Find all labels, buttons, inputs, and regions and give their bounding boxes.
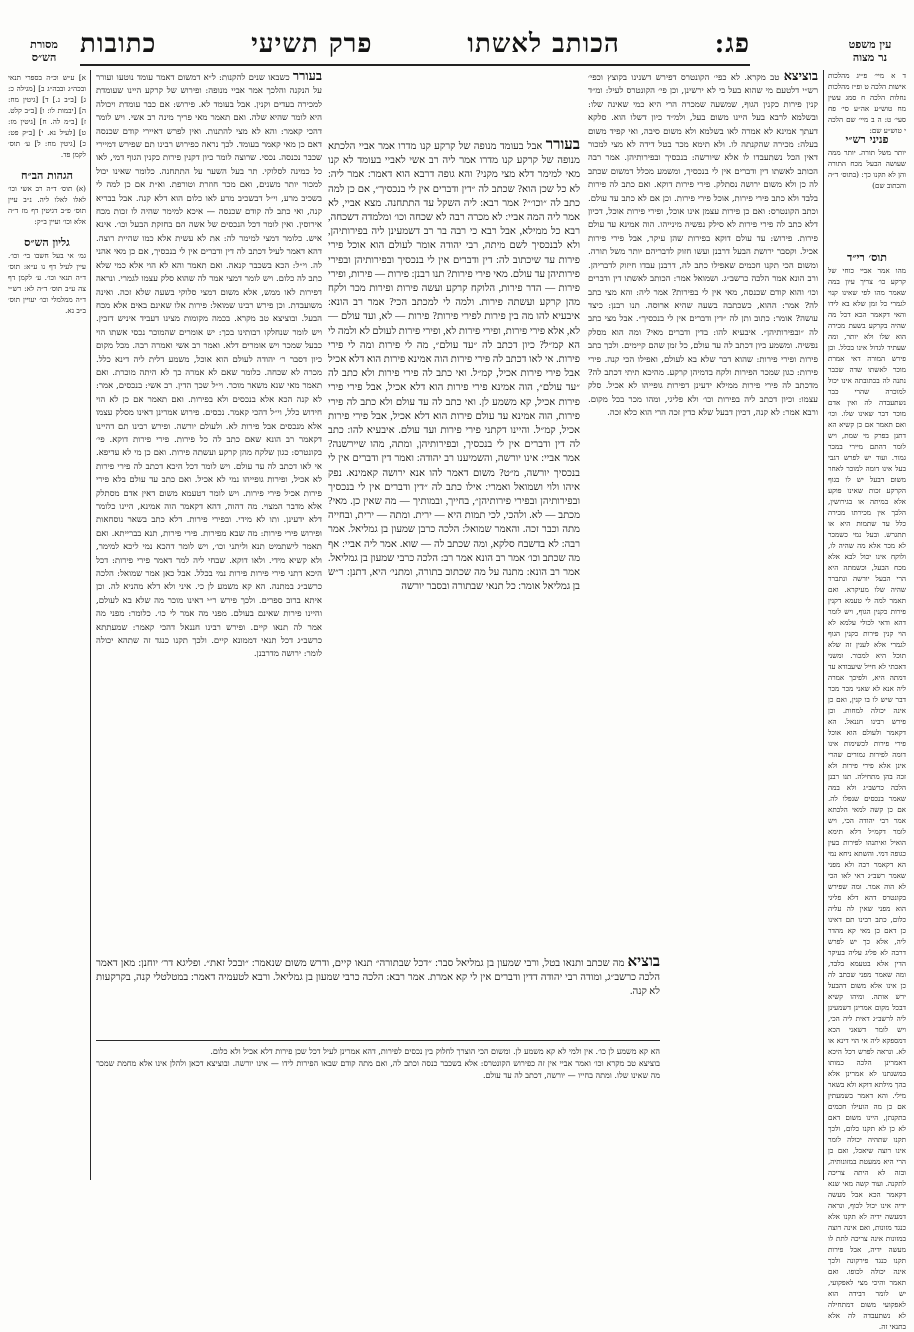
- chapter-title: פרק תשיעי: [251, 29, 373, 59]
- peninei-rashi-block: [828, 132, 906, 244]
- ein-mishpat-column: [828, 70, 906, 135]
- rashi-column: [588, 70, 818, 950]
- footer-divider: [96, 1040, 660, 1041]
- gemara-column: [328, 138, 580, 950]
- gemara-bottom-text: מה שכתב ותנאו בטל, ורבי שמעון בן גמליאל סבר: ״דכל שבתורה״ תנאו קיים, ודרש משום שנאמר: ״ובכל זאת״. ופליגא דר׳ יוחנן: מאן דאמר הלכה כרשב״ג, ומודה רבי יהודה דדין ודברים אין לי קא אמרת. אמר רבא: הלכה כרבי שמעון בן גמליאל. ורבא לטעמיה דאמר: במטלטלי קנה, בקרקעות לא קנה.: [96, 958, 660, 998]
- tosafot-rid-column: [828, 250, 906, 1331]
- ein-mishpat-text: ד א מיי׳ פ״יג מהלכות אישות הלכה ט ופ״ז מהלכות נחלות הלכה ח סמג עשין מח טוש״ע אה״ע סי׳ פח סעי׳ ט: ה ב מיי׳ שם הלכה י טוש״ע שם:: [828, 71, 906, 135]
- footer-column: [96, 1046, 660, 1182]
- section-title: כתובות: [80, 29, 157, 59]
- left-margin-divider: [90, 70, 91, 1180]
- gemara-bottom-column: [96, 955, 660, 1035]
- rashi-text: טב מקרא. לא כפי׳ הקונטרס דפירש דשנינו בקוצץ וכפי׳ רש״י דלטעם מי שהוא בעל כי לא ירשינן, וכן פי׳ הקונטרס לעיל: ומ״ד קנין פירות כקנין הגוף, שמשעה שמכרה הרי היא כמי שאינה שלו: ובשלמא לרבא בעל היינו משום בעל, ולמ״ד כיון דשלו הוא. סלקא דעתך אמינא לא אמרה לאו בשלמא ולא משום סיבה, ואי קפיד משום בעלה: מכירה שהקנתה לו. ולא תימא מכר בטל דידה לא מצי למכור דאין הכל נשתעבדו לו אלא שיורשה: בנכסיך ובפירותיהן. אמר רבה הכותב לאשתו דין ודברים אין לי בנכסיך, ומשמע מכלל דמשום שכתב לה כן ולא משום ירושה נסתלק. פירי פירות דוקא. ואם כתב לה פירות בלבד ולא כתב פירי פירות, אוכל פירי פירות. וכן אם לא כתב עד עולם. וכתב הקונטרס: ואם כן פירות עצמן אינו אוכל, ופירי פירות אוכל, דכיון דלא כתב לה פירי פירות לא סילק נפשיה מינייהו. הוה אמינא עד עולם פירות. פירוש: עד עולם דוקא בפירות שהן עיקר, אבל פירי פירות אכיל. וקסבר ירושת הבעל דרבנן ועשו חזוק לדבריהם יותר משל תורה. ומשום הכי תקנו חכמים שאפילו כתב לה, דרבנן עבדו חיזוק לדבריהן. ורב הונא אמר הלכה כרשב״ג. ושמואל אמר: הכותב לאשתו דין ודברים וכו׳ והוא קודם שכנסה, מאי אין לי בפירות? אמר ליה: והא מצי כתב לה? אמר: ההוא, כשכתבה בשעה שהיא ארוסה. תנו רבנן: כיצד עושה? אומר: כתוב ותן לה ״דין ודברים אין לי בנכסיך״. אבל מצי כתב לה ״ובפירותיהן״. איבעיא להו: בדין ודברים מאי? ומה הוא מסלק נפשיה. ומשמע כיון דכתב לה עד עולם, כל זמן שהם קיימים. ולכך כתב פירות ופירי פירות: שהוא דבר שלא בא לעולם, ואפילו הכי קנה. פירי פירות: כגון שמכר הפירות ולקח בדמיהן קרקע. מהיכא תיתי דכתב לה? מדכתב לה פירי פירות ממילא ידעינן דפירות גופייהו לא אכיל. סלק עצמו: וכיון דכתב ליה בפירות וכו׳ ולא פליגי, ומהו מכר בכל מקום. ורבא אמר: לא קנה, דכיון דבעל שלא כדין זכה הרי הוא כלא זכה.: [588, 73, 818, 419]
- folio-number: פג:: [714, 29, 750, 59]
- mesoret-hashas-text: א] ע״ש וכ״ה בספרי תנאי ובכה״ג ובבה״ג ב] [מגילה כ: ג] [ב״ב נ.] ד] [גיטין מח: ה] [יבמות לו: ו] [ב״ב קלט. ז] [ב״מ לה. ח] [גיטין מז: ט] [לעיל נא. י] [ב״ק פט: כ] [גיטין מח: ל] ע׳ תוס׳ לקמן פד.: [8, 73, 86, 159]
- gilyon-hashas-title: גליון הש״ס: [24, 236, 70, 249]
- footer-text-1: הא קא משמע לן כו׳. אין ולמי לא קא משמע לן. ומשום הכי הוצרך לחלוק בין נכסים לפירות, דהא אמרינן לעיל דכל שכן פירות דלא אכיל ולא כלום.: [210, 1047, 660, 1056]
- hagahot-habach-text: (א) תוס׳ ד״ה רב אשי וכו׳ לאלו לאלו ליה. נ״ב עיין תוס׳ פ״ב דגיטין דף מז ד״ה אלא וכו׳ ועיין ב״ק:: [8, 184, 86, 226]
- mesoret-hashas-title: מסורת הש״ס: [30, 38, 58, 65]
- tosafot-column: [96, 70, 322, 950]
- gemara-bottom-lead: בוציא: [627, 954, 661, 970]
- right-margin-divider: [823, 70, 824, 1180]
- rashi-lead-word: בוציצא: [783, 69, 819, 84]
- tosafot-text: כשבאו שנים להקנות: ל״א דמשום דאמר עומד נוטעו ועורר על הנקנה והלכך אמר אביי מנופה: ופירוש של קרקע היינו שעומדת למכירה בעדים וקנין. אבל בעומד לא. פירוש: אם כבר עומדת ויכולה היא לומר שהיא שלה. ואם תאמר מאי פריך מינה רב אשי. ויש לומר דהכי קאמר: והא לא מצי להתנות. ואין לפרש דאיירי קודם שכנסה דאם כן מאי קאמר בעומד. לכך נראה כפירוש רבינו תם שפירש דמיירי שכבר נכנסה. נכסי. שרוצה לומר כיון דקנין פירות כקנין הגוף דמי, לאו כל כמינה לסלוקי. תר בעל השער על התתחנה. כלומר שאינו יכול למכור יותר משנים, ואם מכר חוזרת וטורפת. וא״ת אם כן למה לי בשכיב מרע, וי״ל דבשכיב מרע לאו כלום הוא דלא קנה. אבל בבריא קנה, ואי כתב לה קודם שכנסה — איכא למימר שהיה לו זכות מכח אירוסין. ואין לומר דכל הנכסים של אשה הם בחזקת הבעל וכו׳. אינא איש. כלומר דמצי למימר לה: את לא עשית אלא כמו שהיית רוצה. דהא דאמר לעיל דכתב לה דין ודברים אין לי בנכסיך, אם כן מאי אהני לה. וי״ל: הכא בשכבר קנאה. ואם תאמר והא לא הוי אלא כמי שלא כתב לה כלום. ויש לומר דמצי אמר לה שהוא סלק עצמו לגמרי. ונראה דפירות לאו ממש, אלא משום דמצי סלוקי בשעה שלא זכה. ואינה משועבדת. וכן פירש רבינו שמואל: פירות אלו שאינם באים אלא מכח הבעל. ובוציצא טב מקרא. בכמה מקומות מצינו דעביד איניש דזבין. ויש לומר שנחלקו רבותינו בכך: יש אומרים שהמוכר נכסי אשתו הוי כבעל שמכר ויש אומרים דלא. ואמר רב אשי ואמרה רבה. מכל מקום כיון דסבר ר׳ יהודה לעולם הוא אוכל, משמע דלית ליה דינא כלל. מכרה לא שכחה. כלומר שאם לא אמרה כך לא היתה מוכרת. ואם תאמר מאי שנא משאר מוכר. וי״ל שכך הדין. רב אשי: בנכסים, אמר: לא קנה הכא אלא בנכסים ולא בפירות. ואם תאמר אם כן לא הוי חידוש כלל, וי״ל דהכי קאמר. נכסים. פירוש אמרינן דאינו מסלק עצמו אלא מנכסים אבל פירות לא. ולעולם יורשה. ופירש רבינו תם דהיינו דקאמר רב הונא שאם כתב לה כל פירות. פירי פירות דוקא. פי׳ בקונטרס: כגון שלקח מהן קרקע ועשתה פירות. ואם כן מי לא עדיפא. אי לאו דכתב לה עד עולם. ויש לומר דכל היכא דכתב לה פירי פירות לא אכיל, ופירות גופייהו נמי לא אכיל. ואם כתב עד עולם בלא פירי פירות אכיל פירי פירות. ויש לומר דטעמא משום דאין אדם מסתלק אלא מדבר המצוי. מה דהוה, דהא דקאמר הוה אמינא, היינו כלומר דלא ידעינן. ותו לא מידי. ובפירי פירות. דלא כתב בשאר נוסחאות ופירוש פירי פירות: מה שבא מפירות. פירי פירות, תנא בברייתא. ואם תאמר לישתמיט תנא וליתני וכו׳, ויש לומר דהכא נמי ליכא למימר, ולא קשיא מידי. ולאו דוקא. שבחי ליה למר דאמר פירי פירות: דכל היכא דתני פירי פירות פירות נמי בכלל. אבל כאן אמר שמואל: הלכה כרשב״ג במתנה. הא קא משמע לן כי. איני ולא דלא מהניא לה. וכן איתא ברוב ספרים. ולכך פירש ר״י דאינו מוכר מה שלא בא לעולם, והיינו פירות שאינם בעולם. מפני מה אמר לי כו׳. כלומר: מפני מה אמר לה תנאו קיים. ופירש רבינו חננאל דהכי קאמר: שמעתתא כרשב״ג דכל תנאי דממונא קיים. ולכך תקנו כנגד זה שתהא יכולה לומר: ירושה מדרבנן.: [96, 73, 322, 660]
- mesoret-hashas-column: [8, 72, 86, 1182]
- peninei-rashi-title: פניני רש״י: [845, 133, 889, 146]
- peninei-rashi-text: יותר משל תורה. יותר ממה שעושה הבעל מכח התורה והן לא תקנו כך: (בתוס׳ ד״ה והכתוב שם): [828, 148, 906, 190]
- gemara-text: אבל בעומד מנופה של קרקע קנו מדרו אמר אביי הלכתא מנופה של קרקע קנו מדרו אמר ליה רב אשי לאביי בעומד לא קנו מאי למימר דלא מצי מקני? והא גופה דרבא הוא דאמר: אמר ליה: לא כל שכן הוא? שכתב לה ״דין ודברים אין לי בנכסיך״, אם כן למה כתב לה ״וכו׳״? אמר רבא: ליה השקל עד התתחנה. מצא אביי, לא אמר ליה המה אביי: לא מכרה רבה לא שכחה וכו׳ ומלמדה דשכחה, רבא כל ממילא, אבל רבא כי רבה בר רב דשמעינן ליה בפירותיהן, ולא לבנכסיך לשם מיתה, רבי יהודה אומר לעולם הוא אוכל פירי פירות עד שיכתוב לה: דין ודברים אין לי בנכסיך ובפירותיהן ובפירי פירותיהן עד עולם. מאי פירי פירות? תנו רבנן: פירות — פירות, ופירי פירות — הדר פירות, הלוקח קרקע ועשה פירות ופירות מכר ולקח מהן קרקע ועשתה פירות. ולמה לי למכתב הכי? אמר רב הונא: איבעיא להו מה בין פירות לפירי פירות? פירות — לא, ועד עולם — לא, אלא פירי פירות, ופירי פירות לא, ופירי פירות לעולם לא ולמה לי הא קמ״ל? כיון דכתב לה ״עד עולם״, מה לי פירות ומה לי פירי פירות. אי לאו דכתב לה פירי פירות הוה אמינא פירות הוא דלא אכיל אבל פירי פירות אכיל, קמ״ל. ואי כתב לה פירי פירות ולא כתב לה ״עד עולם״, הוה אמינא פירי פירות הוא דלא אכיל, אבל פירי פירי פירות אכיל, קא משמע לן. ואי כתב לה עד עולם ולא כתב לה פירי פירות, הוה אמינא עד עולם פירות הוא דלא אכיל, אבל פירי פירות אכיל, קמ״ל. והיינו דקתני פירי פירות ועד עולם. איבעיא להו: כתב לה דין ודברים אין לי בנכסיך, ובפירותיהן, ומתה, מהו שיירשנה? אמר אביי: אינו יורשה, והשמיענו רב יהודה: ואמר דין ודברים אין לי בנכסיך יורשה, מ״ט? משום דאמר להו אנא ירושה קאמינא. נפק איהו ולוי ושמואל ואמרי: אילו כתב לה ״דין ודברים אין לי בנכסיך ובפירותיהן ובפירי פירותיהן״, בחייך, ובמותיך — מה שאין כן. מאי? מכתב — לא. ולהכי, לכי תמות היא — ירית. ומתה — ירית, ובחייה מתה וכבר זכה. והאמר שמואל: הלכה כרבן שמעון בן גמליאל. אמר רבה: לא בדשבח סלקא, ומה שכתב לה — שוא. אמר ליה אביי: אף מה שכתב וכו׳ אמר רב הונא אמר רב: הלכה כרבי שמעון בן גמליאל. אמר רב הונא: מתנה על מה שכתוב בתורה, ומתני׳ היא, דתנן: ר״ש בן גמליאל אומר: כל תנאי שבתורה ובסבר יורשה: [328, 141, 580, 593]
- page-header: [80, 24, 750, 66]
- tosafot-lead-word: בעורר: [292, 69, 323, 84]
- gilyon-hashas-text: גמ׳ אי בעל חשבו בי׳ וכו׳. עיין לעיל דף נו ע״א: תוס׳ ד״ה תנאי וכו׳. ע׳ לקמן דף צה ע״ב תוס׳ ד״ה לא: רש״י ד״ה ממלמלי וכו׳ יעויין תוס׳ ב״ב נא.: [8, 251, 86, 315]
- footer-text-2: בוציצא טב מקרא וכו׳ ואמר אביי אין זה כפירוש הקונטרס: אלא בשכבר כנסה וכתב לה, ואם מתה קודם שבאו הפירות לידו — אינו יורשה. ובוציצא דכאן ולהלן אינו אלא מחמת שמכר מה שאינו שלו. ומתה בחייו — יורשה, דכתב לה עד עולם.: [96, 1059, 660, 1080]
- gemara-lead-word: בעורר: [545, 137, 580, 153]
- tosafot-rid-title: תוס׳ רי״ד: [847, 251, 887, 264]
- tractate-title: הכותב לאשתו: [467, 29, 620, 59]
- ein-mishpat-title: עין משפט נר מצוה: [848, 38, 892, 65]
- tosafot-rid-text: מהו אמר אביי כוחי של קרקע כו׳ צריך עיון במה שאמר מהו לפי שאינו קנוי לגמרי כל זמן שלא בא לידו והאי דקאמר הכא דכל מה שהיה בקרקע בשעת מכירה הוא שלו ולא יותר, ומה שעתיד לגדול אינו בכלל. וכן פירש המורה דאי אמרת מוכר לאשתו שדה שכבר נתנה לה בכתובתה אינו יכול למוכרה שהרי כבר נשתעבדה לה ואין אדם מוכר דבר שאינו שלו. וכו׳ ואם תאמר אם כן קשיא הא דתנן בפרק מי שמת, ויש לומר דהתם מיירי במכר גמור. ועוד יש לפרש דגבי בעל אינו דומה למוכר לאחר משום דבעל יש לו בגוף הקרקע זכות שאינו פוקע אלא במיתה או בגירושין, הלכך אין מכירתו מכירה כלל עד שתמות היא או תתגרש. ובעל נמי כשמכר לא מכר אלא מה שהיה לו, ולוקח אינו יכול לבא אלא מכח הבעל, וכשמתה היא הרי הבעל יורשה ונתברר שהיה שלו מעיקרא. ואם תאמר למה לי טעמא דקנין פירות כקנין הגוף, ויש לומר דהא ודאי לכולי עלמא לא הוי קנין פירות כקנין הגוף לגמרי אלא לענין זה שלא תוכל היא למכור. ומשני דאכתי לא חייל שיעבודא עד דמתה היא, ולפיכך אמרה ליה אנא לא שאני מכר מכר דבר שיש לו בו קנין, ואם כן אינה יכולה למחות. וכן פירש רבינו חננאל. הא דקאמר ולעולם הוא אוכל פירי פירות לכשימות אינו דומה לפירות גמורים שהרי אינן אלא פירי פירות ולא זכה בהן מתחילה. תנו רבנן הלכה כרשב״ג ולא במה שאמר בנכסים שנפלו לה. אם כן קשה למאי הלכתא אמר רבי יהודה הכי, ויש לומר דקמ״ל דלא תימא הואיל ואיתנהו לפירות בעין כגופה דמי. והשתא ניחא נמי הא דקאמר רבה ולא מפני שאמר רשב״ג דאי לאו הכי לא הוה אמר. ומה שפירש בקונטרס דהא דלא פליגי הוא מפני שאין לה עליה כלום, כתב רבינו תם דאינו כן דאם כן מאי קא מהדר ליה, אלא כך יש לפרש דרבה לא פליג עליה בעיקר הדין אלא בטעמא בלבד, ומה שאמר מפני שכתב לה כן אינו אלא משום דהבעל ירש אותה. ומיהו קשיא דבכל מקום אמרינן דשמעינן ליה לרשב״ג דאית ליה הכי, ויש לומר דשאני הכא דמספקא ליה אי הוי דינא או לא. ונראה לפרש דכל היכא דאמרינן הלכה כמותו במשנתנו לא אמרינן אלא בהך מילתא דוקא ולא בשאר מילי. והא דאמר בשמעתין אם כן מה הועילו חכמים בתקנתן, היינו משום דאם לא כן לא תקנו כלום, ולכך תקנו שתהיה יכולה לומר אינו רוצה שיאכל, ואם כן הרי היא ממעטת במזונותיה, ובזה לא היתה צריכה לתקנה. ועוד קשה מאי שנא דקאמר הכא אבל מעשה ידיה אינו יכול לכוף, ונראה דמעשה ידיה לא תקנו אלא כנגד מזונות, ואם אינה רוצה במזונות אינה צריכה לתת לו מעשה ידיה, אבל פירות תקנו כנגד פירקונה ולכך אינה יכולה לכופו. ואם תאמר והיכי מצי לאפקועי, יש לומר דבידה הוא לאפקועי משום דמתחילה לא נשתעבדה לה אלא בתנאי זה.: [828, 266, 906, 1331]
- hagahot-habach-title: הגהות הב״ח: [21, 169, 73, 182]
